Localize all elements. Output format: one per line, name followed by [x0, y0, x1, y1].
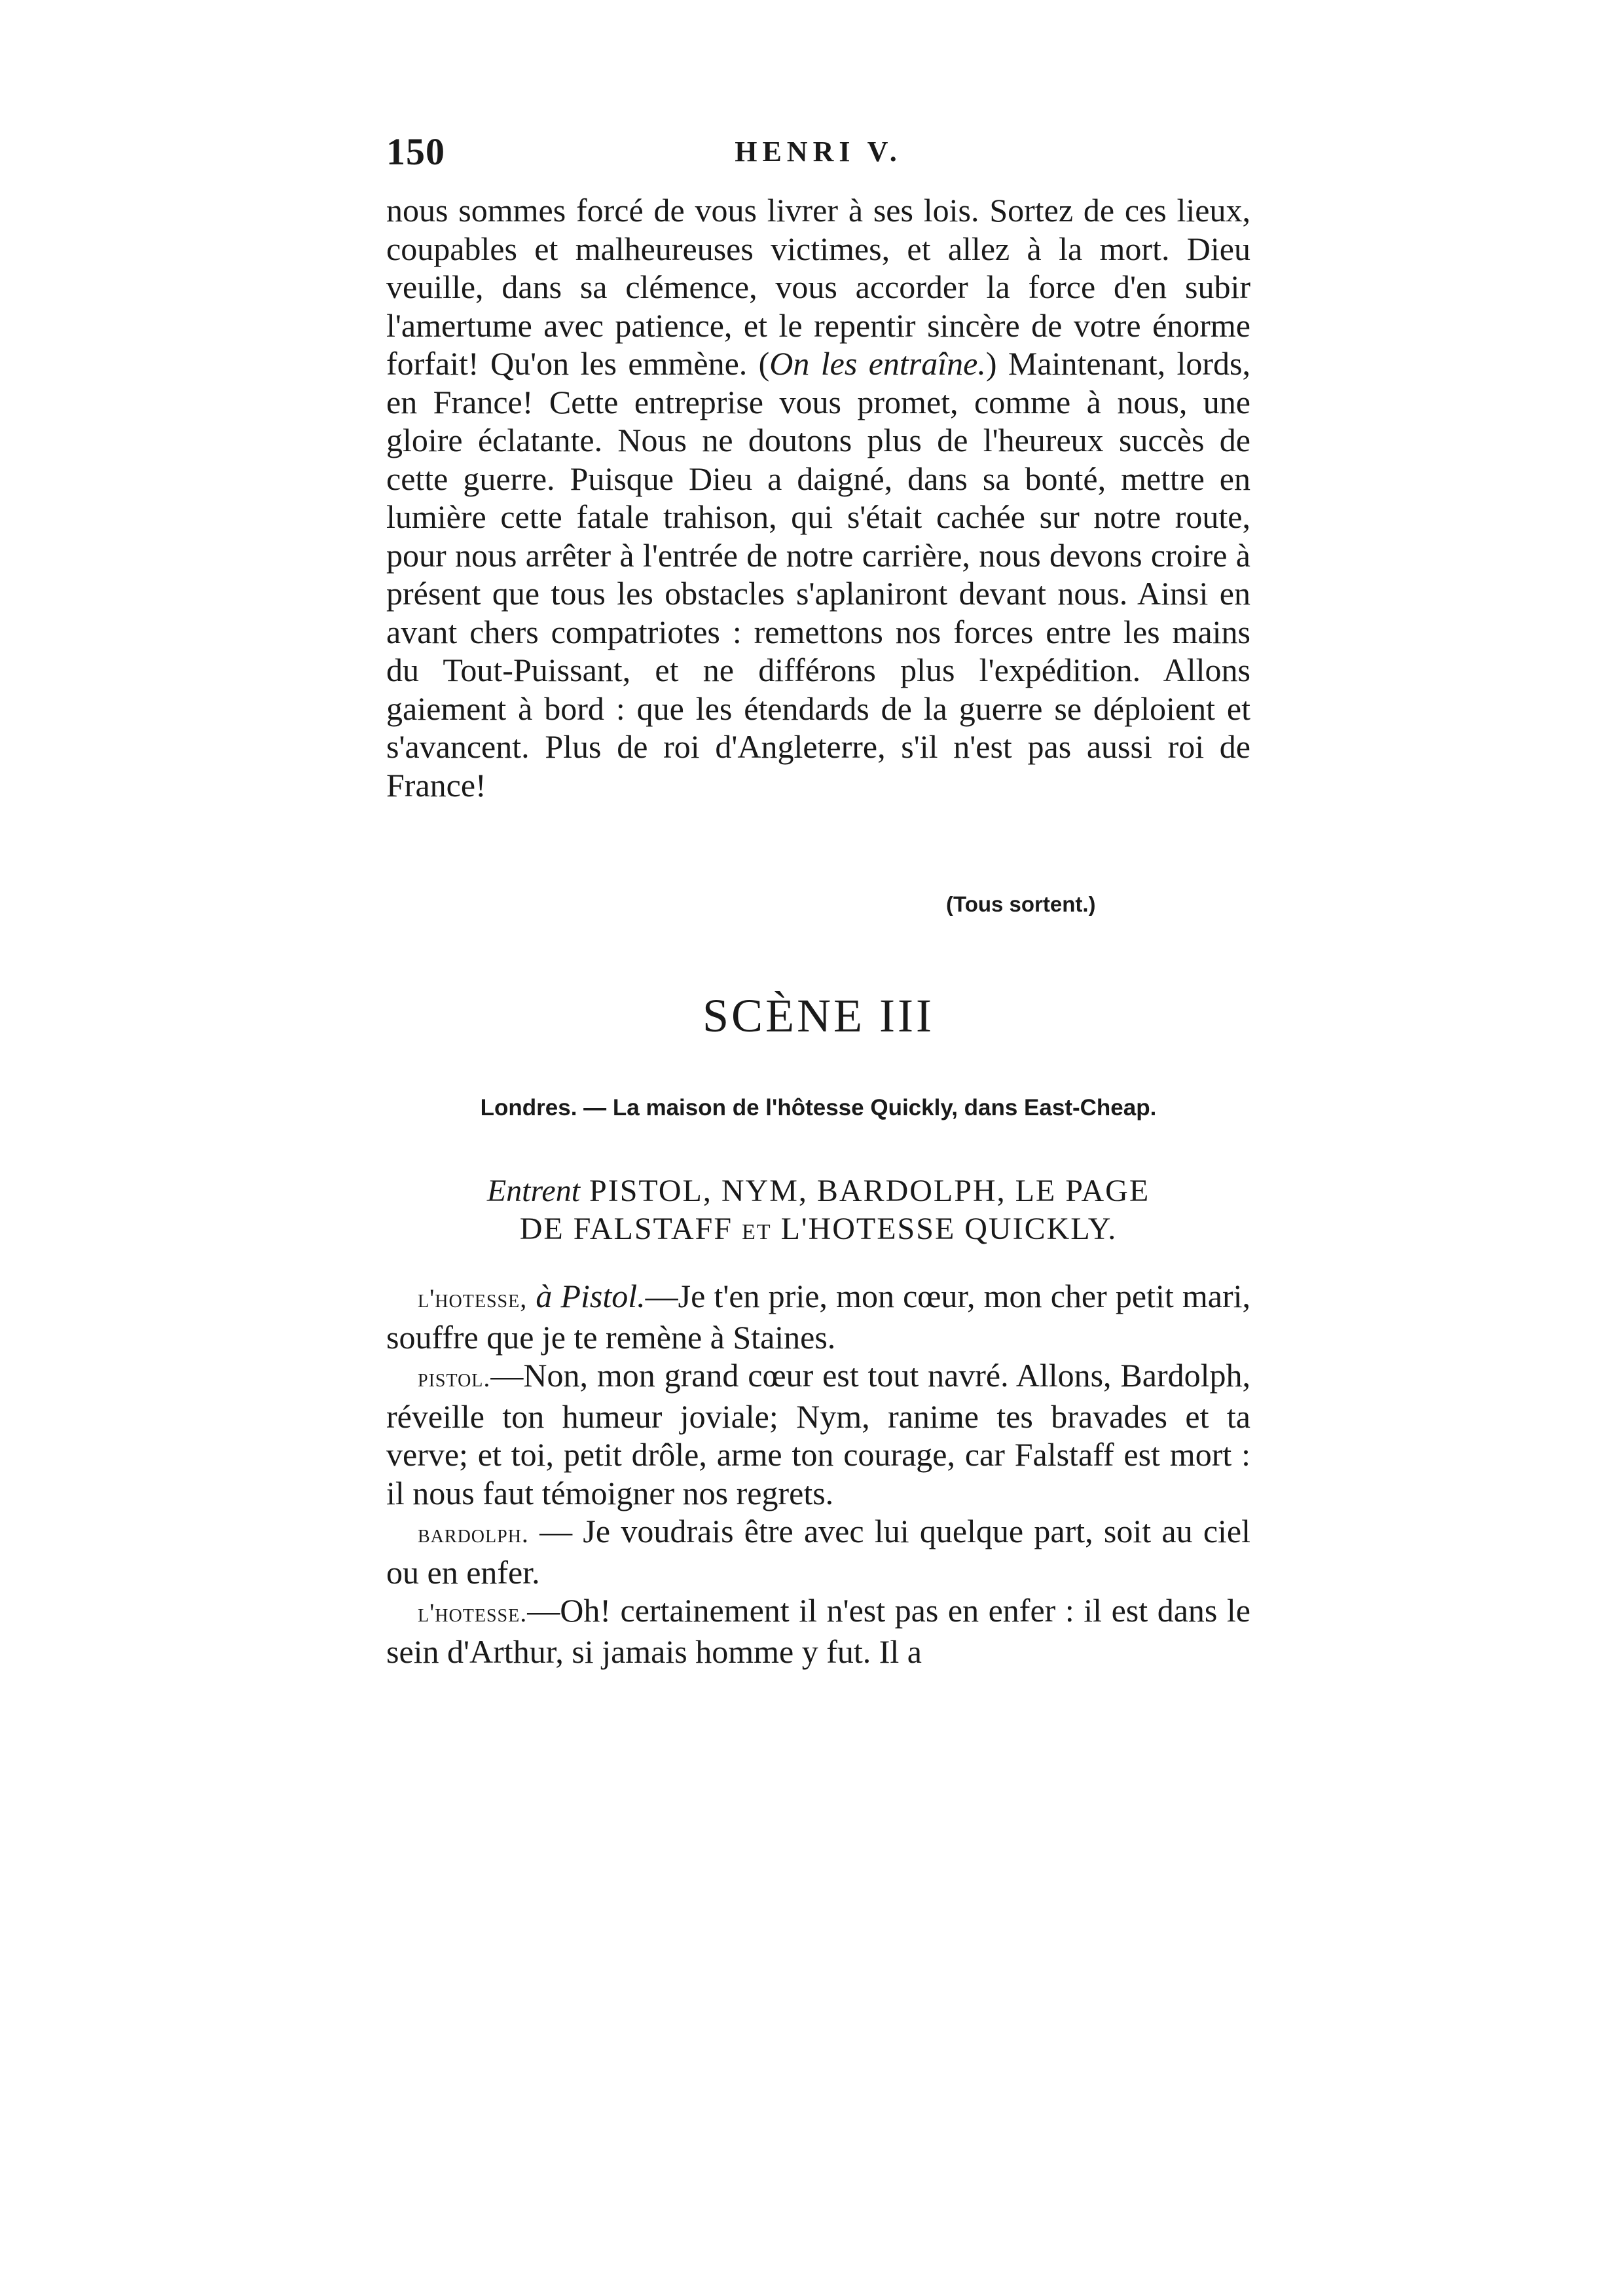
- entrance-word: Entrent: [486, 1174, 581, 1208]
- entrance-et: ET: [742, 1220, 772, 1244]
- dialogue-line: [386, 1356, 1250, 1512]
- speaker-name: pistol.: [418, 1363, 491, 1392]
- dialogue-line: [386, 1277, 1250, 1356]
- speaker-name: bardolph.: [418, 1519, 529, 1548]
- speaker-name: l'hotesse,: [418, 1284, 528, 1313]
- entrance-line-2: [386, 1210, 1250, 1251]
- dialogue: [386, 1277, 1250, 1671]
- speech-text-part1: nous sommes forcé de vous livrer à ses lois. Sortez de ces lieux, coupables et malheureuses victimes, et allez à la mort. Dieu veuille, dans sa clémence, vous accorder la force d'en subir l'amertume avec patience, et le repentir sincère de votre énorme forfait! Qu'on les emmène. (: [386, 192, 1250, 382]
- page-number: 150: [386, 130, 445, 173]
- dialogue-line: [386, 1512, 1250, 1591]
- page-header: [386, 130, 1250, 176]
- entrance-characters-2b: L'HOTESSE QUICKLY.: [780, 1212, 1118, 1246]
- dialogue-text: —Oh! certainement il n'est pas en enfer : il est dans le sein d'Arthur, si jamais homme y fut. Il a: [386, 1592, 1250, 1670]
- entrance-characters-1: PISTOL, NYM, BARDOLPH, LE PAGE: [589, 1174, 1150, 1208]
- exit-stage-direction: (Tous sortent.): [946, 892, 1096, 916]
- speaker-direction: à Pistol.: [536, 1278, 646, 1314]
- dialogue-text: — Je voudrais être avec lui quelque part, soit au ciel ou en enfer.: [386, 1513, 1250, 1591]
- scene-location: Londres. — La maison de l'hôtesse Quickly, dans East-Cheap.: [480, 1095, 1157, 1120]
- entrance-characters-2a: DE FALSTAFF: [519, 1212, 733, 1246]
- dialogue-text: —Je t'en prie, mon cœur, mon cher petit mari, souffre que je te remène à Staines.: [386, 1278, 1250, 1356]
- running-title: HENRI V.: [735, 136, 902, 168]
- scene-title: SCÈNE III: [702, 990, 934, 1042]
- dialogue-line: [386, 1591, 1250, 1671]
- stage-direction-inline: On les entraîne.: [769, 345, 986, 382]
- opening-paragraph: [386, 191, 1250, 804]
- entrance-stage-direction: [386, 1172, 1250, 1251]
- speaker-name: l'hotesse.: [418, 1598, 528, 1627]
- dialogue-text: —Non, mon grand cœur est tout navré. Allons, Bardolph, réveille ton humeur joviale; Nym, ranime tes bravades et ta verve; et toi, petit drôle, arme ton courage, car Falstaff est mort : il nous faut témoigner nos regrets.: [386, 1357, 1250, 1511]
- speech-text-part2: ) Maintenant, lords, en France! Cette entreprise vous promet, comme à nous, une gloire éclatante. Nous ne doutons plus de l'heureux succès de cette guerre. Puisque Dieu a daigné, dans sa bonté, mettre en lumière cette fatale trahison, qui s'était cachée sur notre route, pour nous arrêter à l'entrée de notre carrière, nous devons croire à présent que tous les obstacles s'aplaniront devant nous. Ainsi en avant chers compatriotes : remettons nos forces entre les mains du Tout-Puissant, et ne différons plus l'expédition. Allons gaiement à bord : que les étendards de la guerre se déploient et s'avancent. Plus de roi d'Angleterre, s'il n'est pas aussi roi de France!: [386, 345, 1250, 804]
- king-speech-continuation: [386, 191, 1250, 804]
- entrance-line-1: [386, 1172, 1250, 1210]
